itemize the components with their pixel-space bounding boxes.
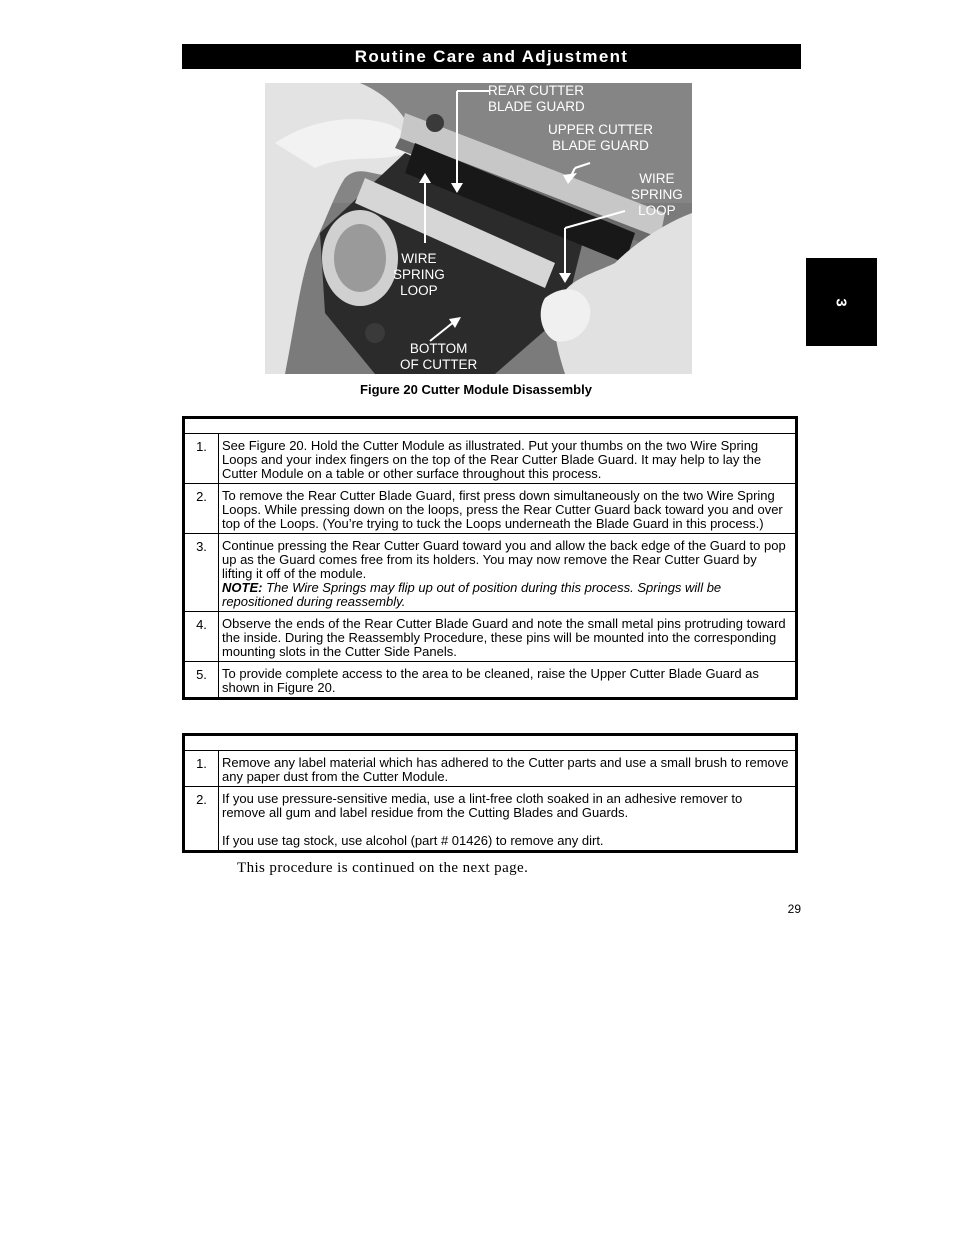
wire-spring-loop-left-label: WIRE SPRING LOOP (393, 251, 445, 298)
removal-steps-table (182, 416, 798, 700)
step-number: 3. (184, 534, 219, 612)
step-number: 5. (184, 662, 219, 699)
cleaning-steps-table (182, 733, 798, 853)
table-row (184, 484, 797, 534)
step-number: 1. (184, 751, 219, 787)
bottom-of-cutter-label: BOTTOM OF CUTTER (400, 341, 478, 372)
table-row (184, 751, 797, 787)
step-text: Remove any label material which has adhered to the Cutter parts and use a small brush to remove any paper dust from the Cutter Module. (219, 751, 797, 787)
table-row (184, 612, 797, 662)
step-number: 2. (184, 484, 219, 534)
table-header-row (184, 735, 797, 751)
figure-caption: Figure 20 Cutter Module Disassembly (360, 382, 592, 397)
step-cell (219, 534, 797, 612)
upper-cutter-blade-guard-label: UPPER CUTTER BLADE GUARD (548, 122, 654, 153)
step-number: 2. (184, 787, 219, 852)
table-row (184, 787, 797, 852)
step-text: Continue pressing the Rear Cutter Guard toward you and allow the back edge of the Guard to pop up as the Guard comes free from its holders. You may now remove the Rear Cutter Guard by lifting it off of the module. (222, 538, 786, 581)
note-label: NOTE: (222, 580, 263, 595)
wire-spring-loop-right-label: WIRE SPRING LOOP (631, 171, 683, 218)
step-text: Observe the ends of the Rear Cutter Blade Guard and note the small metal pins protruding toward the inside. During the Reassembly Procedure, these pins will be mounted into the corresponding mounting slots in the Cutter Side Panels. (219, 612, 797, 662)
step-cell (219, 787, 797, 852)
note-text: The Wire Springs may flip up out of position during this process. Springs will be repositioned during reassembly. (222, 580, 722, 609)
rear-cutter-blade-guard-label: REAR CUTTER BLADE GUARD (488, 83, 585, 114)
table-header-row (184, 418, 797, 434)
step-number: 1. (184, 434, 219, 484)
step-text: See Figure 20. Hold the Cutter Module as illustrated. Put your thumbs on the two Wire Spring Loops and your index fingers on the top of the Rear Cutter Blade Guard. It may help to lay the Cutter Module on a table or other surface throughout this process. (219, 434, 797, 484)
section-title: Routine Care and Adjustment (182, 44, 801, 69)
chapter-tab (806, 258, 877, 346)
step-text: To remove the Rear Cutter Blade Guard, first press down simultaneously on the two Wire Spring Loops. While pressing down on the loops, press the Rear Cutter Guard back toward you and over top of the Loops. (You’re trying to tuck the Loops underneath the Blade Guard in this process.) (219, 484, 797, 534)
cutter-module-photo (265, 83, 692, 374)
continued-note: This procedure is continued on the next page. (237, 860, 529, 876)
page-number: 29 (787, 902, 801, 916)
chapter-number: 3 (833, 297, 850, 307)
step-text: To provide complete access to the area to be cleaned, raise the Upper Cutter Blade Guard as shown in Figure 20. (219, 662, 797, 699)
step-text-extra: If you use tag stock, use alcohol (part # 01426) to remove any dirt. (222, 833, 604, 848)
step-number: 4. (184, 612, 219, 662)
step-text: If you use pressure-sensitive media, use a lint-free cloth soaked in an adhesive remover to remove all gum and label residue from the Cutting Blades and Guards. (222, 791, 743, 820)
table-row (184, 662, 797, 699)
table-row (184, 534, 797, 612)
table-row (184, 434, 797, 484)
